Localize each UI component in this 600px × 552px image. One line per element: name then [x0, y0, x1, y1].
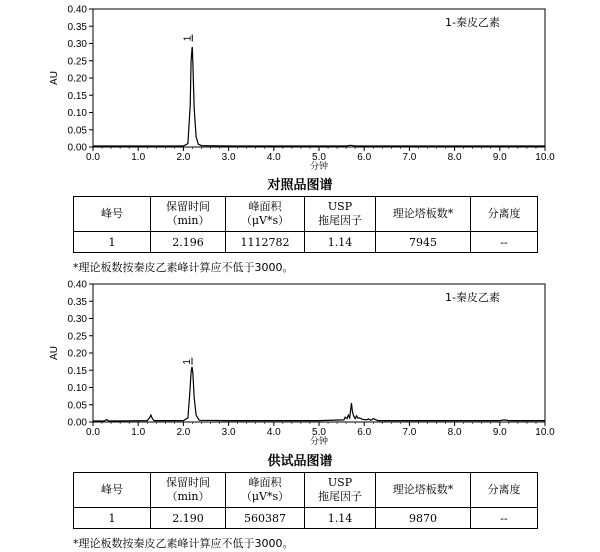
- x-axis-label: 分钟: [309, 162, 329, 170]
- y-tick-label: 0.25: [67, 331, 87, 343]
- x-tick-label: 9.0: [492, 427, 507, 438]
- x-tick-label: 2.0: [176, 427, 191, 438]
- header-usp-line1: USP: [327, 200, 353, 213]
- header-area-line2: （μV*s）: [240, 214, 290, 227]
- x-tick-label: 4.0: [266, 427, 281, 438]
- header-peak-area: [226, 473, 305, 508]
- cell-peak-no: 1: [74, 232, 151, 253]
- plot-frame: [93, 9, 545, 147]
- y-axis-label: AU: [49, 71, 60, 85]
- header-rt-line2: （min）: [166, 214, 210, 227]
- x-tick-label: 2.0: [176, 152, 191, 163]
- x-tick-label: 6.0: [357, 152, 372, 163]
- y-tick-label: 0.40: [67, 279, 87, 291]
- table-row: [74, 508, 538, 529]
- x-tick-label: 7.0: [402, 152, 417, 163]
- y-tick-label: 0.40: [67, 4, 87, 16]
- x-tick-label: 10.0: [535, 427, 555, 438]
- y-tick-label: 0.00: [67, 417, 87, 429]
- y-tick-label: 0.20: [67, 73, 87, 85]
- sample-footnote: *理论板数按秦皮乙素峰计算应不低于3000。: [73, 537, 294, 550]
- table-row: [74, 232, 538, 253]
- table-header-row: [74, 197, 538, 232]
- x-tick-label: 1.0: [131, 152, 146, 163]
- header-area-line2: （μV*s）: [240, 490, 290, 503]
- y-tick-label: 0.35: [67, 296, 87, 308]
- cell-resolution: --: [471, 232, 538, 253]
- cell-retention-time: 2.190: [151, 508, 226, 529]
- x-tick-label: 5.0: [312, 427, 326, 438]
- x-tick-label: 10.0: [535, 152, 555, 163]
- y-tick-label: 0.10: [67, 108, 87, 119]
- x-tick-label: 9.0: [492, 152, 507, 163]
- header-rt-line1: 保留时间: [166, 476, 210, 489]
- reference-section-title: 对照品图谱: [267, 178, 333, 193]
- header-theoretical-plates: 理论塔板数*: [376, 473, 471, 508]
- x-tick-label: 0.0: [86, 152, 100, 163]
- x-tick-label: 8.0: [447, 427, 462, 438]
- header-retention-time: [151, 197, 226, 232]
- y-tick-label: 0.15: [67, 90, 87, 102]
- sample-chromatogram: [0, 275, 600, 445]
- header-rt-line1: 保留时间: [166, 200, 210, 213]
- header-peak-area: [226, 197, 305, 232]
- reference-footnote: *理论板数按秦皮乙素峰计算应不低于3000。: [73, 261, 294, 274]
- cell-usp-tailing: 1.14: [305, 508, 376, 529]
- plot-frame: [93, 284, 545, 422]
- table-header-row: [74, 473, 538, 508]
- header-usp-tailing: [305, 473, 376, 508]
- header-theoretical-plates: 理论塔板数*: [376, 197, 471, 232]
- x-tick-label: 3.0: [221, 152, 236, 163]
- header-area-line1: 峰面积: [248, 476, 282, 489]
- x-tick-label: 3.0: [221, 427, 236, 438]
- series-line: [93, 47, 545, 146]
- x-tick-label: 8.0: [447, 152, 462, 163]
- sample-peak-table: [73, 472, 538, 529]
- y-tick-label: 0.10: [67, 383, 87, 394]
- header-usp-tailing: [305, 197, 376, 232]
- peak-label: 1: [182, 35, 194, 42]
- y-tick-label: 0.25: [67, 56, 87, 68]
- x-axis-label: 分钟: [309, 437, 329, 445]
- cell-resolution: --: [471, 508, 538, 529]
- cell-peak-area: 560387: [226, 508, 305, 529]
- header-area-line1: 峰面积: [248, 200, 282, 213]
- y-tick-label: 0.30: [67, 39, 87, 50]
- header-usp-line1: USP: [327, 476, 353, 489]
- header-retention-time: [151, 473, 226, 508]
- series-line: [93, 367, 545, 421]
- y-tick-label: 0.20: [67, 348, 87, 360]
- y-tick-label: 0.15: [67, 365, 87, 377]
- header-rt-line2: （min）: [166, 490, 210, 503]
- compound-annotation: 1-秦皮乙素: [445, 291, 500, 304]
- y-tick-label: 0.00: [67, 142, 87, 154]
- y-tick-label: 0.05: [67, 125, 87, 137]
- header-resolution: 分离度: [471, 197, 538, 232]
- y-tick-label: 0.30: [67, 314, 87, 325]
- y-tick-label: 0.35: [67, 21, 87, 33]
- reference-chromatogram: [0, 0, 600, 170]
- x-tick-label: 4.0: [266, 152, 281, 163]
- cell-peak-area: 1112782: [226, 232, 305, 253]
- header-usp-line2: 拖尾因子: [318, 214, 362, 227]
- header-resolution: 分离度: [471, 473, 538, 508]
- x-tick-label: 0.0: [86, 427, 100, 438]
- cell-usp-tailing: 1.14: [305, 232, 376, 253]
- sample-section-title: 供试品图谱: [267, 454, 333, 469]
- cell-theoretical-plates: 9870: [376, 508, 471, 529]
- compound-annotation: 1-秦皮乙素: [445, 16, 500, 29]
- cell-theoretical-plates: 7945: [376, 232, 471, 253]
- y-axis-label: AU: [49, 346, 60, 360]
- header-peak-no: 峰号: [74, 473, 151, 508]
- peak-label: 1: [181, 359, 193, 365]
- reference-peak-table: [73, 196, 538, 253]
- x-tick-label: 7.0: [402, 427, 417, 438]
- cell-retention-time: 2.196: [151, 232, 226, 253]
- y-tick-label: 0.05: [67, 400, 87, 412]
- x-tick-label: 6.0: [357, 427, 372, 438]
- x-tick-label: 1.0: [131, 427, 146, 438]
- x-tick-label: 5.0: [312, 152, 326, 163]
- header-peak-no: 峰号: [74, 197, 151, 232]
- header-usp-line2: 拖尾因子: [318, 490, 362, 503]
- cell-peak-no: 1: [74, 508, 151, 529]
